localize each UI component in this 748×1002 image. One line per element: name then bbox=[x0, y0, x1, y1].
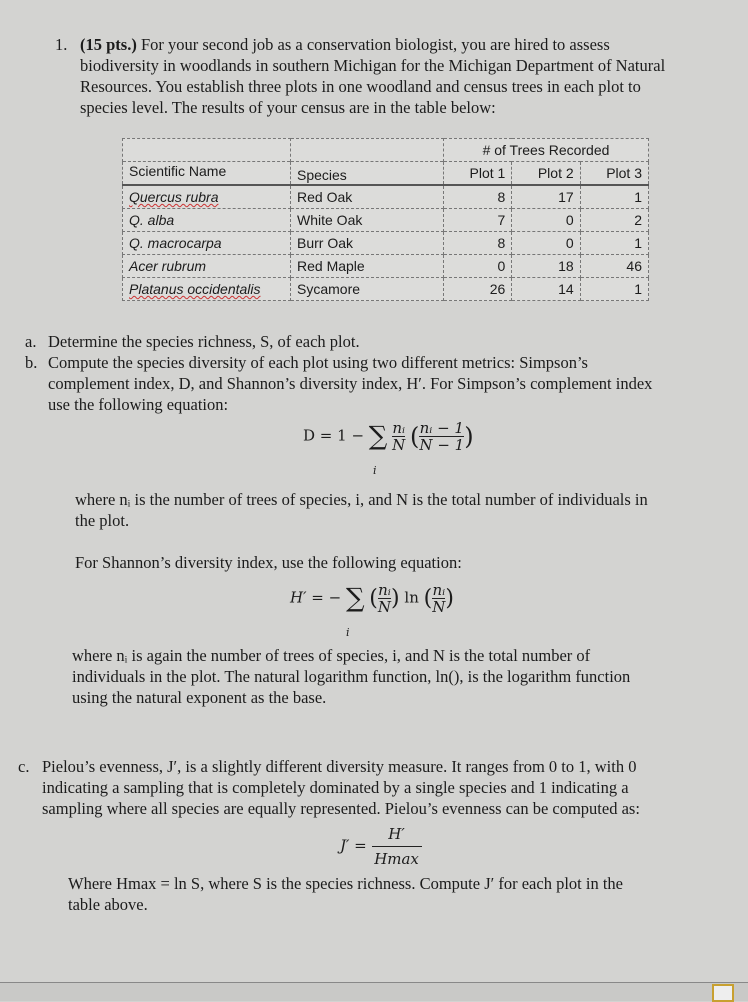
part-c-where-2: table above. bbox=[68, 895, 148, 914]
question-line-1 bbox=[80, 34, 610, 55]
table-row bbox=[123, 185, 649, 209]
denominator: N bbox=[377, 598, 392, 616]
header-plot-2: Plot 2 bbox=[512, 162, 580, 186]
plot-1-count: 8 bbox=[444, 232, 512, 255]
part-c-line-1: Pielou’s evenness, J′, is a slightly different diversity measure. It ranges from 0 to 1, with 0 bbox=[42, 757, 637, 776]
part-c-label: c. bbox=[18, 757, 30, 776]
scientific-name-text: Quercus rubra bbox=[129, 189, 219, 205]
plot-2-count: 0 bbox=[512, 232, 580, 255]
shannon-formula: H′ = − ∑ ( $\frac{\text{nᵢ}}{N}$ ) ln ( $\frac{\text{nᵢ}}{N}$ ) i bbox=[290, 581, 454, 639]
sum-symbol: ∑ bbox=[345, 583, 365, 614]
where-line-2: the plot. bbox=[75, 511, 130, 530]
part-a-label: a. bbox=[25, 332, 37, 351]
formula-lhs: H′ = − bbox=[290, 588, 342, 607]
plot-3-count: 46 bbox=[580, 255, 648, 278]
header-plot-1: Plot 1 bbox=[444, 162, 512, 186]
document-icon[interactable] bbox=[712, 984, 734, 1002]
part-b-label: b. bbox=[25, 353, 38, 372]
plot-1-count: 26 bbox=[444, 278, 512, 301]
where-line-1: where nᵢ is the number of trees of species, i, and N is the total number of individuals in bbox=[75, 490, 648, 509]
scientific-name bbox=[123, 209, 291, 232]
numerator: nᵢ bbox=[392, 419, 406, 437]
numerator: nᵢ bbox=[432, 581, 446, 599]
denominator: Hmax bbox=[374, 850, 419, 868]
scientific-name bbox=[123, 278, 291, 301]
group-header: # of Trees Recorded bbox=[444, 139, 649, 162]
formula-lhs: J′ = bbox=[340, 836, 367, 855]
part-c-line-3: sampling where all species are equally represented. Pielou’s evenness can be computed as: bbox=[42, 799, 640, 818]
where2-line-3: using the natural exponent as the base. bbox=[72, 688, 327, 707]
question-text: For your second job as a conservation biologist, you are hired to assess bbox=[140, 35, 610, 54]
plot-3-count: 1 bbox=[580, 185, 648, 209]
header-species: Species bbox=[291, 162, 444, 186]
species-name: White Oak bbox=[291, 209, 444, 232]
status-bar bbox=[0, 982, 748, 1001]
table-row bbox=[123, 209, 649, 232]
part-a-text: Determine the species richness, S, of each plot. bbox=[48, 332, 360, 351]
scientific-name-text: Acer rubrum bbox=[129, 258, 207, 274]
where2-line-1: where nᵢ is again the number of trees of species, i, and N is the total number of bbox=[72, 646, 591, 665]
plot-2-count: 0 bbox=[512, 209, 580, 232]
sum-index: i bbox=[373, 464, 377, 477]
sum-index: i bbox=[346, 626, 350, 639]
species-name: Red Maple bbox=[291, 255, 444, 278]
plot-1-count: 0 bbox=[444, 255, 512, 278]
plot-3-count: 1 bbox=[580, 232, 648, 255]
denominator: N − 1 bbox=[419, 436, 465, 454]
tree-census-table bbox=[122, 138, 649, 301]
sum-symbol: ∑ bbox=[368, 421, 388, 452]
part-b-line-2: complement index, D, and Shannon’s diversity index, H′. For Simpson’s complement index bbox=[48, 374, 653, 393]
part-b-line-3: use the following equation: bbox=[48, 395, 229, 414]
part-c-line-2: indicating a sampling that is completely dominated by a single species and 1 indicating a bbox=[42, 778, 629, 797]
species-name: Sycamore bbox=[291, 278, 444, 301]
table-row bbox=[123, 278, 649, 301]
numerator: nᵢ − 1 bbox=[419, 419, 464, 437]
simpson-formula: D = 1 − ∑ $\frac{\text{nᵢ}}{N}$ ( $\frac{\text{nᵢ − 1}}{N - 1}$ ) i bbox=[303, 419, 474, 477]
scientific-name bbox=[123, 232, 291, 255]
scientific-name bbox=[123, 185, 291, 209]
ln: ln bbox=[404, 588, 419, 607]
species-name: Burr Oak bbox=[291, 232, 444, 255]
points: (15 pts.) bbox=[80, 35, 137, 54]
denominator: N bbox=[432, 598, 446, 616]
table-row bbox=[123, 232, 649, 255]
header-plot-3: Plot 3 bbox=[580, 162, 648, 186]
part-c-where-1: Where Hmax = ln S, where S is the species richness. Compute J′ for each plot in the bbox=[68, 874, 623, 893]
scientific-name-text: Platanus occidentalis bbox=[129, 281, 261, 297]
numerator: nᵢ bbox=[378, 581, 391, 599]
scientific-name bbox=[123, 255, 291, 278]
numerator: H′ bbox=[372, 822, 422, 847]
denominator: N bbox=[392, 436, 406, 454]
part-b-line-1: Compute the species diversity of each plot using two different metrics: Simpson’s bbox=[48, 353, 588, 372]
shannon-intro: For Shannon’s diversity index, use the following equation: bbox=[75, 553, 462, 572]
plot-1-count: 7 bbox=[444, 209, 512, 232]
plot-3-count: 1 bbox=[580, 278, 648, 301]
plot-3-count: 2 bbox=[580, 209, 648, 232]
plot-2-count: 14 bbox=[512, 278, 580, 301]
scientific-name-text: Q. alba bbox=[129, 212, 175, 228]
species-name: Red Oak bbox=[291, 185, 444, 209]
plot-2-count: 18 bbox=[512, 255, 580, 278]
table-row bbox=[123, 255, 649, 278]
where2-line-2: individuals in the plot. The natural logarithm function, ln(), is the logarithm function bbox=[72, 667, 631, 686]
question-line-2: biodiversity in woodlands in southern Michigan for the Michigan Department of Natural bbox=[80, 56, 666, 75]
plot-2-count: 17 bbox=[512, 185, 580, 209]
header-scientific-name: Scientific Name bbox=[123, 162, 291, 186]
question-line-3: Resources. You establish three plots in one woodland and census trees in each plot to bbox=[80, 77, 641, 96]
question-line-4: species level. The results of your census are in the table below: bbox=[80, 98, 496, 117]
formula-lhs: D = 1 − bbox=[303, 426, 365, 445]
scientific-name-text: Q. macrocarpa bbox=[129, 235, 222, 251]
plot-1-count: 8 bbox=[444, 185, 512, 209]
question-number: 1. bbox=[55, 35, 68, 54]
pielou-formula bbox=[340, 822, 422, 871]
